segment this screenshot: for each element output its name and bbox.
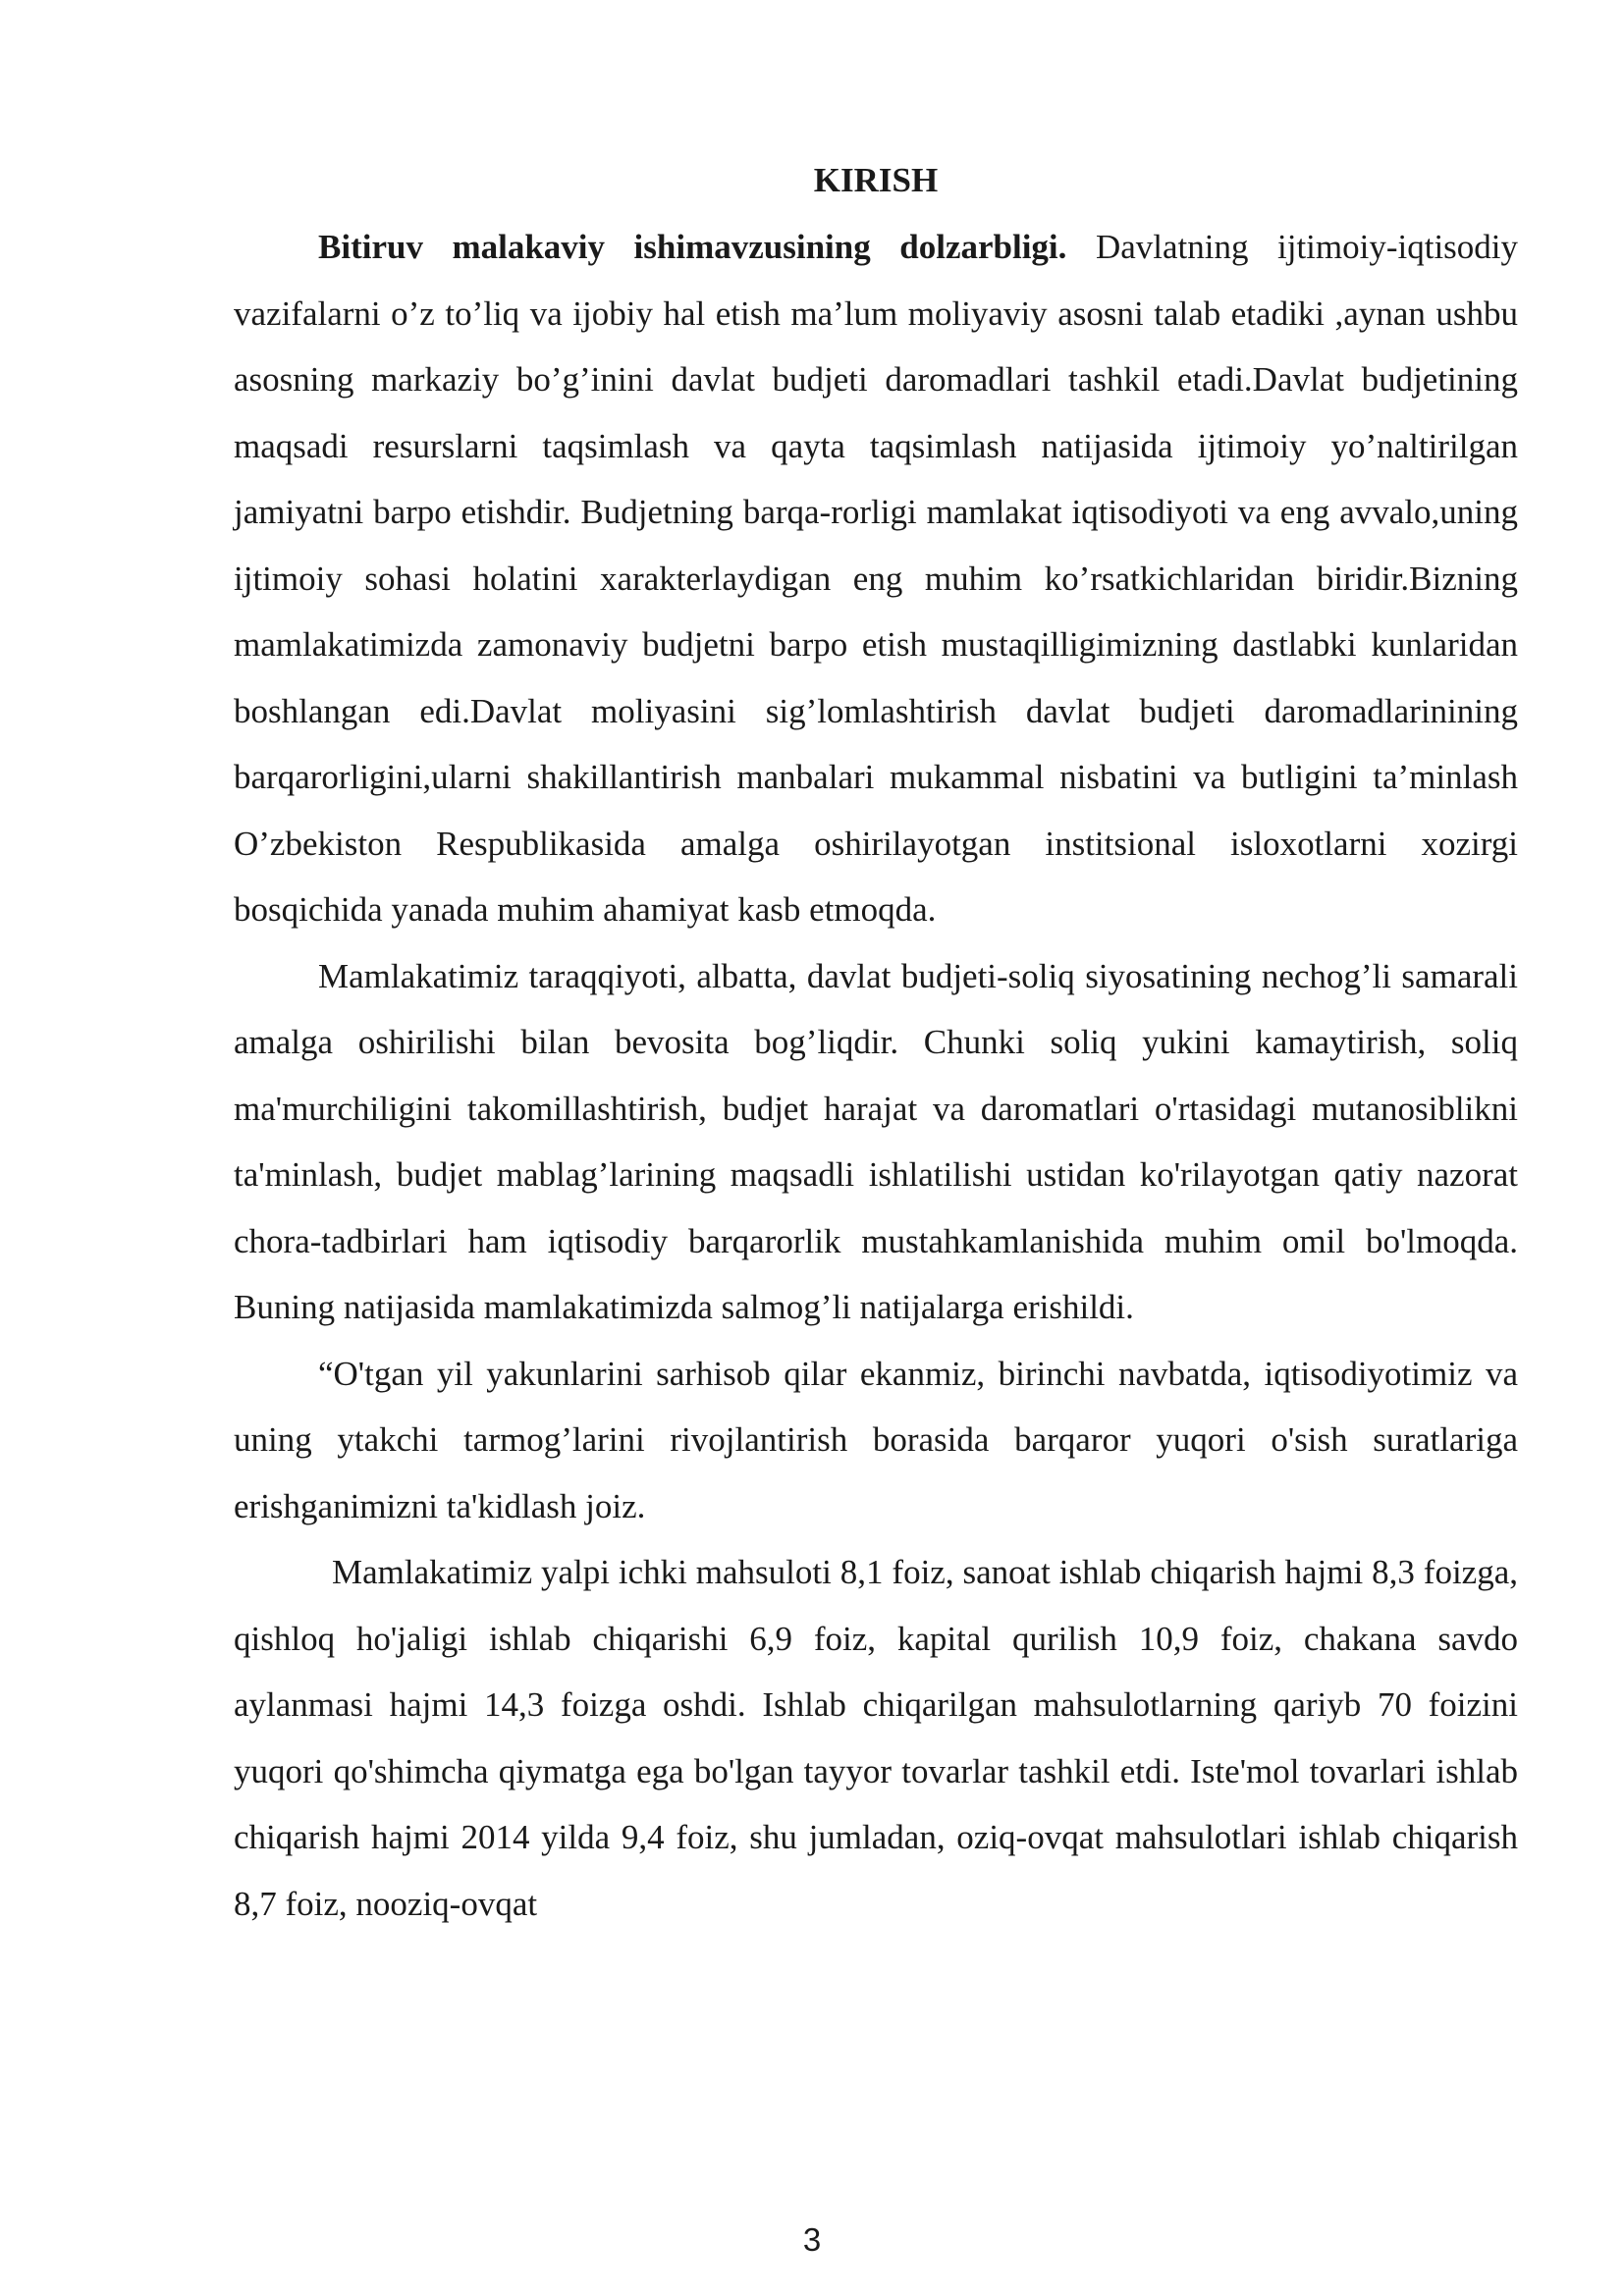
paragraph-relevance <box>234 214 1518 943</box>
paragraph-lead: Bitiruv malakaviy ishimavzusining dolzarbligi. <box>318 228 1067 266</box>
page-number: 3 <box>802 2221 822 2258</box>
page-title: KIRISH <box>813 161 939 199</box>
paragraph-body: Davlatning ijtimoiy-iqtisodiy vazifalarni o’z to’liq va ijobiy hal etish ma’lum moliyaviy asosni talab etadiki ,aynan ushbu asosning markaziy bo’g’inini davlat budjeti daromadlari tashkil etadi.Davlat budjetining maqsadi resurslarni taqsimlash va qayta taqsimlash natijasida ijtimoiy yo’naltirilgan jamiyatni barpo etishdir. Budjetning barqa-rorligi mamlakat iqtisodiyoti va eng avvalo,uning ijtimoiy sohasi holatini xarakterlaydigan eng muhim ko’rsatkichlaridan biridir.Bizning mamlakatimizda zamonaviy budjetni barpo etish mustaqilligimizning dastlabki kunlaridan boshlangan edi.Davlat moliyasini sig’lomlashtirish davlat budjeti daromadlarinining barqarorligini,ularni shakillantirish manbalari mukammal nisbatini va butligini ta’minlash O’zbekiston Respublikasida amalga oshirilayotgan institsional isloxotlarni xozirgi bosqichida yanada muhim ahamiyat kasb etmoqda. <box>234 228 1519 929</box>
paragraph-quote: “O'tgan yil yakunlarini sarhisob qilar ekanmiz, birinchi navbatda, iqtisodiyotimiz va uning ytakchi tarmog’larini rivojlantirish borasida barqaror yuqori o'sish suratlariga erishganimizni ta'kidlash joiz. <box>234 1354 1518 1525</box>
paragraph-budget-policy: Mamlakatimiz taraqqiyoti, albatta, davlat budjeti-soliq siyosatining nechog’li samarali amalga oshirilishi bilan bevosita bog’liqdir. Chunki soliq yukini kamaytirish, soliq ma'murchiligini takomillashtirish, budjet harajat va daromatlari o'rtasidagi mutanosiblikni ta'minlash, budjet mablag’larining maqsadli ishlatilishi ustidan ko'rilayotgan qatiy nazorat chora-tadbirlari ham iqtisodiy barqarorlik mustahkamlanishida muhim omil bo'lmoqda. Buning natijasida mamlakatimizda salmog’li natijalarga erishildi. <box>234 956 1518 1326</box>
document-page <box>234 147 1518 1937</box>
paragraph-statistics: Mamlakatimiz yalpi ichki mahsuloti 8,1 foiz, sanoat ishlab chiqarish hajmi 8,3 foizga, qishloq ho'jaligi ishlab chiqarishi 6,9 foiz, kapital qurilish 10,9 foiz, chakana savdo aylanmasi hajmi 14,3 foizga oshdi. Ishlab chiqarilgan mahsulotlarning qariyb 70 foizini yuqori qo'shimcha qiymatga ega bo'lgan tayyor tovarlar tashkil etdi. Iste'mol tovarlari ishlab chiqarish hajmi 2014 yilda 9,4 foiz, shu jumladan, oziq-ovqat mahsulotlari ishlab chiqarish 8,7 foiz, nooziq-ovqat <box>234 1553 1518 1923</box>
